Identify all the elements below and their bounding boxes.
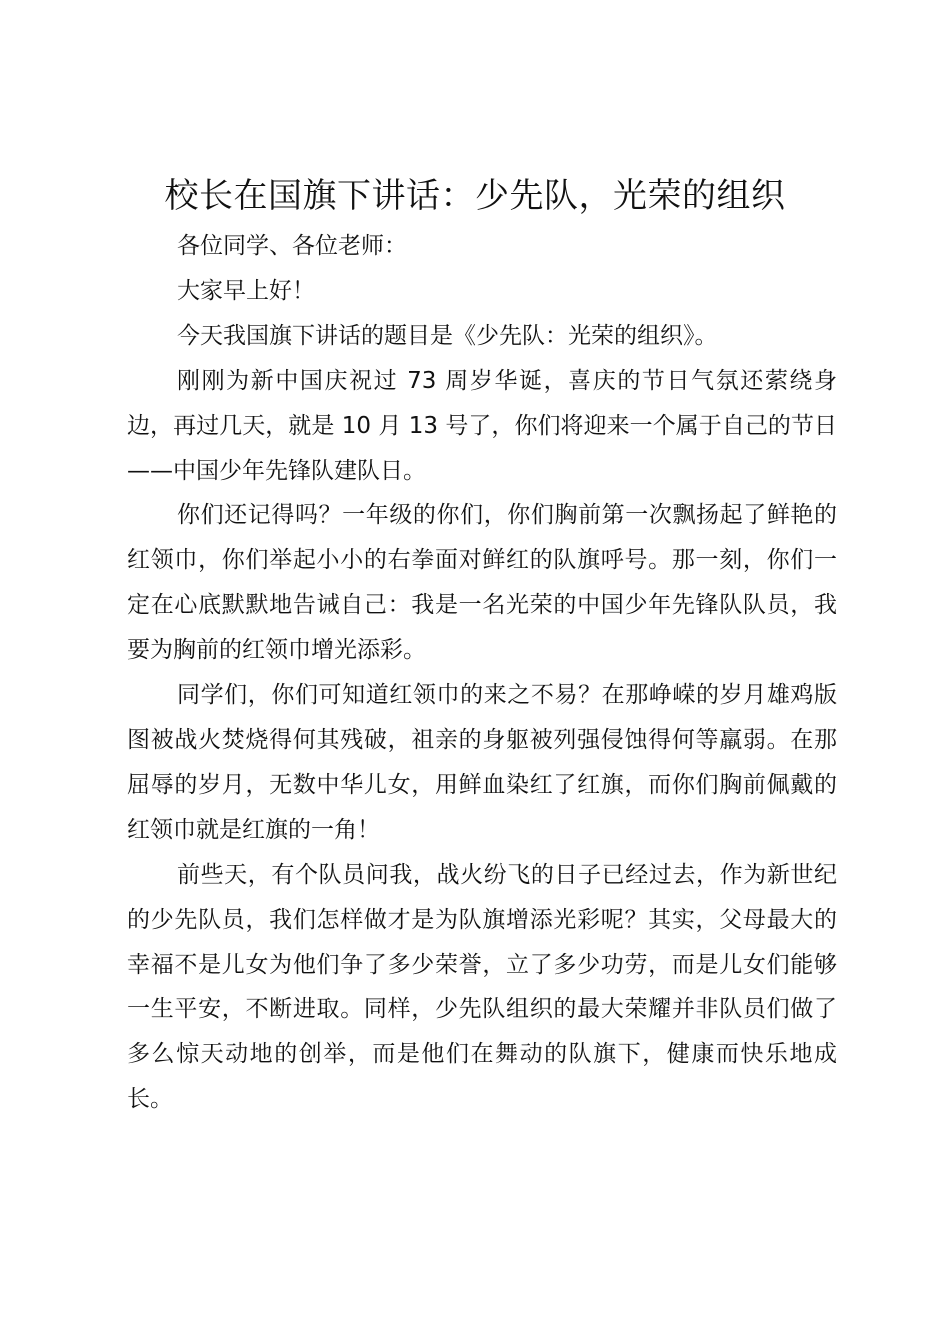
paragraph-salutation: 各位同学、各位老师： [177, 233, 407, 259]
paragraph-memory: 你们还记得吗？一年级的你们，你们胸前第一次飘扬起了鲜艳的红领巾，你们举起小小的右拳面对鲜红的队旗呼号。那一刻，你们一定在心底默默地告诫自己：我是一名光荣的中国少年先锋队队员，我要为胸前的红领巾增光添彩。 [127, 502, 837, 664]
paragraph-topic: 今天我国旗下讲话的题目是《少先队：光荣的组织》。 [177, 322, 718, 349]
paragraph-greeting: 大家早上好！ [177, 277, 315, 304]
document-title: 校长在国旗下讲话：少先队，光荣的组织 [164, 176, 786, 216]
paragraph-national-day: 刚刚为新中国庆祝过 73 周岁华诞，喜庆的节日气氛还萦绕身边，再过几天，就是 10 月 13 号了，你们将迎来一个属于自己的节日——中国少年先锋队建队日。 [127, 367, 837, 484]
paragraph-conclusion: 前些天，有个队员问我，战火纷飞的日子已经过去，作为新世纪的少先队员，我们怎样做才是为队旗增添光彩呢？其实，父母最大的幸福不是儿女为他们争了多少荣誉，立了多少功劳，而是儿女们能够一生平安，不断进取。同样，少先队组织的最大荣耀并非队员们做了多么惊天动地的创举，而是他们在舞动的队旗下，健康而快乐地成长。 [127, 861, 837, 1113]
document-body [127, 224, 837, 1122]
paragraph-history: 同学们，你们可知道红领巾的来之不易？在那峥嵘的岁月雄鸡版图被战火焚烧得何其残破，祖亲的身躯被列强侵蚀得何等羸弱。在那屈辱的岁月，无数中华儿女，用鲜血染红了红旗，而你们胸前佩戴的红领巾就是红旗的一角！ [127, 682, 837, 843]
